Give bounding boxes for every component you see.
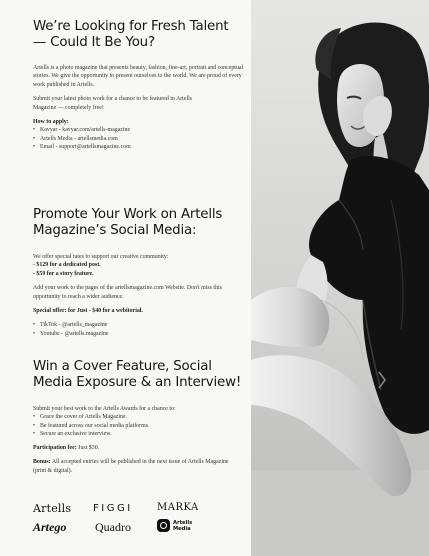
submit-text: Submit your latest photo work for a chance to be featured in Artells Magazine — completely free! — [33, 96, 193, 111]
heading-fresh-talent: We’re Looking for Fresh Talent — Could It Be You? — [33, 19, 229, 50]
social-youtube: • Youtube - @artells.magazine — [33, 330, 245, 338]
award-interview: • Secure an exclusive interview. — [33, 430, 245, 438]
bonus-label: Bonus: — [33, 459, 51, 466]
logo-quadro: Quadro — [95, 520, 131, 534]
artells-media-word-1: Artells — [173, 519, 193, 526]
section-fresh-talent — [33, 19, 245, 151]
logo-figgi: FIGGI — [93, 503, 133, 514]
heading-awards: Win a Cover Feature, Social Media Exposure & an Interview! — [33, 359, 242, 390]
social-list — [33, 321, 245, 337]
website-text: Add your work to the pages of the artellsmagazine.com Website. Don't miss this opportunity to reach a wider audience. — [33, 285, 222, 300]
artells-media-word-2: Media — [173, 525, 191, 532]
awards-list — [33, 413, 245, 438]
award-social: • Be featured across our social media platforms. — [33, 422, 245, 430]
partner-logos — [33, 502, 238, 542]
apply-email: • Email - support@artellsmagazine.com — [33, 143, 245, 151]
model-photo — [251, 0, 429, 556]
intro-text: Artells is a photo magazine that presents beauty, fashion, fine-art, portrait and conceptual stories. We give the opportunity to present ourselves to the world. We are proud of every work published in Artells. — [33, 65, 244, 88]
section-awards — [33, 359, 245, 475]
awards-intro: Submit your best work to the Artells Awards for a chance to: — [33, 406, 176, 412]
social-tiktok: • TikTok - @artells_magazine — [33, 321, 245, 329]
special-offer: Special offer: for Just - $40 for a webitorial. — [33, 308, 143, 315]
logo-artego: Artego — [33, 520, 67, 534]
heading-social-media: Promote Your Work on Artells Magazine’s Social Media: — [33, 207, 223, 238]
bonus-text — [33, 458, 233, 475]
fee-value: Just $30. — [78, 445, 100, 452]
rate-story: - $59 for a story feature. — [33, 270, 94, 277]
logo-artells: Artells — [33, 502, 72, 515]
how-to-apply-list — [33, 126, 245, 151]
apply-kavyar: • Kavyar - kavyar.com/artells-magazine — [33, 126, 245, 134]
offer-intro: We offer special rates to support our creative community: — [33, 254, 169, 260]
bonus-body: All accepted entries will be published in the next issue of Artells Magazine (print & digital). — [33, 459, 229, 474]
rate-post: - $129 for a dedicated post. — [33, 262, 101, 269]
artells-media-icon — [157, 519, 170, 532]
participation-fee — [33, 444, 245, 452]
logo-marka: MARKA — [157, 502, 199, 513]
fee-label: Participation fee: — [33, 445, 77, 452]
how-to-apply-title: How to apply: — [33, 119, 69, 126]
logo-artells-media — [157, 519, 192, 532]
award-cover: • Grace the cover of Artells Magazine. — [33, 413, 245, 421]
section-social-media — [33, 207, 245, 338]
apply-website: • Artells Media - artellsmedia.com — [33, 135, 245, 143]
photo-illustration — [251, 0, 429, 556]
